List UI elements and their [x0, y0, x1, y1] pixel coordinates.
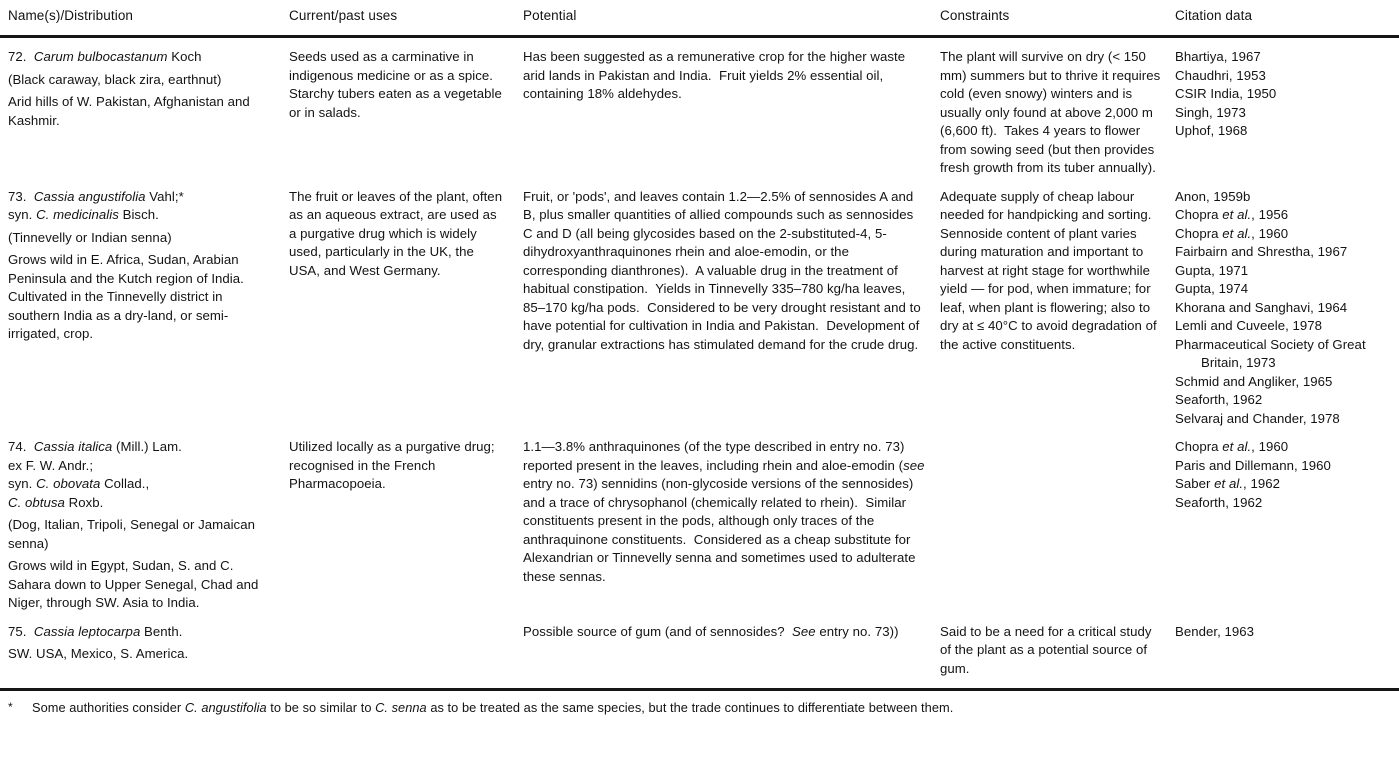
text-run: SW. USA, Mexico, S. America. [8, 646, 189, 661]
text-run: The fruit or leaves of the plant, often as an aqueous extract, are used as a purgative drug which is widely used, particularly in the UK, the USA, and West Germany. [289, 188, 506, 278]
cell-citations [1170, 178, 1399, 429]
text-run: (Black caraway, black zira, earthnut) [8, 71, 222, 87]
text-run: Seeds used as a carminative in indigenous medicine or as a spice. Starchy tubers eaten as a vegetable or in salads. [289, 49, 506, 120]
citation-line [1175, 391, 1399, 410]
cell-potential [518, 428, 935, 613]
column-header-names-distribution: Name(s)/Distribution [0, 0, 284, 37]
cell-citations [1170, 613, 1399, 690]
paragraph [8, 623, 270, 642]
text-run: (Dog, Italian, Tripoli, Senegal or Jamaican senna) [8, 517, 259, 551]
table-row [0, 613, 1399, 690]
text-run: Singh, 1973 [1175, 104, 1246, 120]
table-row [0, 178, 1399, 429]
citation-line [1175, 48, 1399, 67]
text-run: Koch [167, 49, 202, 64]
text-run: Pharmaceutical Society of Great Britain, 1973 [1175, 336, 1370, 370]
text-run: (Tinnevelly or Indian senna) [8, 229, 172, 245]
text-run: Bisch. [118, 207, 159, 222]
text-run: Vahl;* [145, 188, 184, 204]
paragraph [8, 71, 270, 90]
text-run: ex F. W. Andr.; [8, 457, 94, 473]
text-run: Chopra [1175, 225, 1223, 241]
text-run: Schmid and Angliker, 1965 [1175, 373, 1333, 389]
text-run: Adequate supply of cheap labour needed for handpicking and sorting. Sennoside content of plant varies during maturation and important to harvest at right stage for worthwhile yield — for pod, when immature; for leaf, when plant is flowering; also to dry at ≤ 40°C to avoid degradation of the active constituents. [940, 188, 1161, 352]
paragraph [8, 557, 270, 613]
text-run: Grows wild in E. Africa, Sudan, Arabian Peninsula and the Kutch region of India. Cultivated in the Tinnevelly district in southern India as a dry-land, or semi-irrigated, crop. [8, 252, 252, 341]
cell-constraints [935, 178, 1170, 429]
cell-uses [284, 178, 518, 429]
text-run: syn. [8, 476, 37, 491]
text-run: Collad., [100, 476, 150, 491]
text-run: Fairbairn and Shrestha, 1967 [1175, 244, 1348, 259]
text-run: Fruit, or 'pods', and leaves contain 1.2—2.5% of sennosides A and B, plus smaller quantities of allied compounds such as sennosides C and D (all being glycosides based on the 2-substituted-4, 5-dihydroxyanthraquinones rhein and aloe-emodin, or the corresponding dianthrones). A valuable drug in the treatment of habitual constipation. Yields in Tinnevelly 335–780 kg/ha leaves, 85–170 kg/ha pods. Considered to be very drought resistant and to have potential for cultivation in India and Pakistan. Development of dry, granular extractions has stimulated demand for the crude drug. [523, 188, 925, 352]
italic-text-run: C. senna [375, 700, 427, 715]
text-run: entry no. 73)) [815, 623, 899, 639]
header-row [0, 0, 1399, 37]
cell-name [0, 178, 284, 429]
text-run: Grows wild in Egypt, Sudan, S. and C. Sahara down to Upper Senegal, Chad and Niger, through SW. Asia to India. [8, 558, 263, 610]
italic-text-run: et al. [1222, 439, 1252, 454]
cell-constraints [935, 613, 1170, 690]
text-run: Gupta, 1974 [1175, 281, 1249, 296]
citation-line [1175, 623, 1399, 642]
citation-line [1175, 85, 1399, 104]
citation-line [1175, 475, 1399, 494]
cell-uses [284, 428, 518, 613]
text-run: Has been suggested as a remunerative crop for the higher waste arid lands in Pakistan and India. Fruit yields 2% essential oil, containing 18% aldehydes. [523, 49, 909, 101]
paragraph [940, 188, 1164, 355]
italic-text-run: C. angustifolia [184, 700, 267, 715]
italic-text-run: C. obovata [36, 476, 101, 491]
citation-line [1175, 262, 1399, 281]
text-run: Possible source of gum (and of sennosides? [523, 623, 793, 639]
text-run: 74. [8, 439, 34, 454]
text-run: Bhartiya, 1967 [1175, 49, 1261, 64]
column-header-citation-data: Citation data [1170, 0, 1399, 37]
text-run: Anon, 1959b [1175, 188, 1251, 204]
text-run: Bender, 1963 [1175, 623, 1255, 639]
citation-line [1175, 104, 1399, 123]
cell-citations [1170, 37, 1399, 178]
column-header-current-past-uses: Current/past uses [284, 0, 518, 37]
text-run: (Mill.) Lam. [112, 439, 182, 454]
cell-potential [518, 613, 935, 690]
footnote [0, 691, 1399, 716]
paragraph [289, 438, 506, 494]
paragraph [8, 93, 270, 130]
text-run: Selvaraj and Chander, 1978 [1175, 410, 1340, 426]
paragraph [8, 229, 270, 248]
text-run: 75. [8, 623, 34, 639]
text-run: 1.1—3.8% anthraquinones (of the type described in entry no. 73) reported present in the leaves, including rhein and aloe-emodin ( [523, 439, 909, 473]
table-body [0, 37, 1399, 690]
paragraph [523, 48, 925, 104]
paragraph [8, 251, 270, 344]
text-run: Seaforth, 1962 [1175, 392, 1263, 407]
citation-line [1175, 373, 1399, 392]
text-run: as to be treated as the same species, but the trade continues to differentiate between them. [426, 700, 954, 715]
citation-line [1175, 410, 1399, 429]
text-run: 73. [8, 188, 34, 204]
cell-constraints [935, 428, 1170, 613]
paragraph [523, 623, 925, 642]
paragraph [8, 645, 270, 664]
citation-line [1175, 494, 1399, 513]
footnote-text [32, 699, 953, 716]
text-run: CSIR India, 1950 [1175, 86, 1277, 101]
italic-text-run: et al. [1222, 225, 1252, 241]
paragraph [523, 438, 929, 586]
text-run: Utilized locally as a purgative drug; recognised in the French Pharmacopoeia. [289, 439, 499, 491]
table-header [0, 0, 1399, 37]
text-run: Chopra [1175, 207, 1223, 222]
cell-uses [284, 613, 518, 690]
cell-constraints [935, 37, 1170, 178]
citation-line [1175, 188, 1399, 207]
cell-potential [518, 37, 935, 178]
citation-line [1175, 317, 1399, 336]
text-run: to be so similar to [266, 700, 376, 715]
text-run: 72. [8, 49, 34, 64]
italic-text-run: C. medicinalis [36, 207, 119, 222]
italic-text-run: et al. [1214, 476, 1244, 491]
cell-name [0, 428, 284, 613]
footnote-marker: * [8, 700, 13, 714]
italic-text-run: see [903, 457, 925, 473]
text-run: Chopra [1175, 439, 1223, 454]
table-row [0, 428, 1399, 613]
citation-line [1175, 457, 1399, 476]
cell-uses [284, 37, 518, 178]
cell-potential [518, 178, 935, 429]
italic-text-run: Carum bulbocastanum [33, 49, 168, 64]
text-run: Saber [1175, 476, 1215, 491]
text-run: Seaforth, 1962 [1175, 494, 1263, 510]
table-row [0, 37, 1399, 178]
text-run: Benth. [140, 623, 183, 639]
text-run: Uphof, 1968 [1175, 123, 1248, 138]
citation-line [1175, 280, 1399, 299]
text-run: Roxb. [64, 494, 104, 510]
text-run: syn. [8, 207, 37, 222]
italic-text-run: Cassia italica [33, 439, 113, 454]
paragraph [940, 623, 1164, 679]
citation-line [1175, 67, 1399, 86]
paragraph [8, 438, 270, 512]
text-run: , 1962 [1243, 476, 1281, 491]
paragraph [940, 48, 1164, 178]
text-run: Arid hills of W. Pakistan, Afghanistan and Kashmir. [8, 94, 254, 128]
text-run: , 1960 [1251, 439, 1289, 454]
text-run: Said to be a need for a critical study of the plant as a potential source of gum. [940, 623, 1156, 676]
citation-line [1175, 122, 1399, 141]
cell-name [0, 613, 284, 690]
citation-line [1175, 336, 1399, 373]
text-run: Paris and Dillemann, 1960 [1175, 457, 1331, 473]
text-run: , 1960 [1251, 225, 1289, 241]
cell-name [0, 37, 284, 178]
paragraph [8, 48, 270, 67]
text-run: Khorana and Sanghavi, 1964 [1175, 299, 1348, 315]
paragraph [289, 188, 506, 281]
italic-text-run: See [792, 623, 816, 639]
italic-text-run: C. obtusa [8, 494, 65, 510]
italic-text-run: Cassia leptocarpa [33, 623, 141, 639]
paragraph [8, 188, 270, 225]
text-run: , 1956 [1251, 207, 1289, 222]
citation-line [1175, 438, 1399, 457]
citation-line [1175, 299, 1399, 318]
italic-text-run: et al. [1222, 207, 1252, 222]
italic-text-run: Cassia angustifolia [33, 188, 146, 204]
citation-line [1175, 225, 1399, 244]
text-run: Lemli and Cuveele, 1978 [1175, 318, 1323, 333]
text-run: Chaudhri, 1953 [1175, 67, 1266, 83]
column-header-potential: Potential [518, 0, 935, 37]
cell-citations [1170, 428, 1399, 613]
paragraph [523, 188, 925, 355]
paragraph [289, 48, 506, 122]
paragraph [8, 516, 270, 553]
text-run: The plant will survive on dry (< 150 mm) summers but to thrive it requires cold (even snowy) winters and is usually only found at above 2,000 m (6,600 ft). Takes 4 years to flower from sowing seed (but then provides fresh growth from its tuber annually). [940, 49, 1164, 175]
citation-line [1175, 243, 1399, 262]
text-run: Gupta, 1971 [1175, 262, 1249, 278]
text-run: entry no. 73) sennidins (non-glycoside versions of the sennosides) and a trace of chrysophanol (chemically related to rhein). Similar constituents present in the pods, although only traces of the anthraquinone constituents. Considered as a cheap substitute for Alexandrian or Tinnevelly senna and sometimes used to adulterate these sennas. [523, 457, 929, 584]
column-header-constraints: Constraints [935, 0, 1170, 37]
citation-line [1175, 206, 1399, 225]
text-run: Some authorities consider [32, 700, 185, 715]
